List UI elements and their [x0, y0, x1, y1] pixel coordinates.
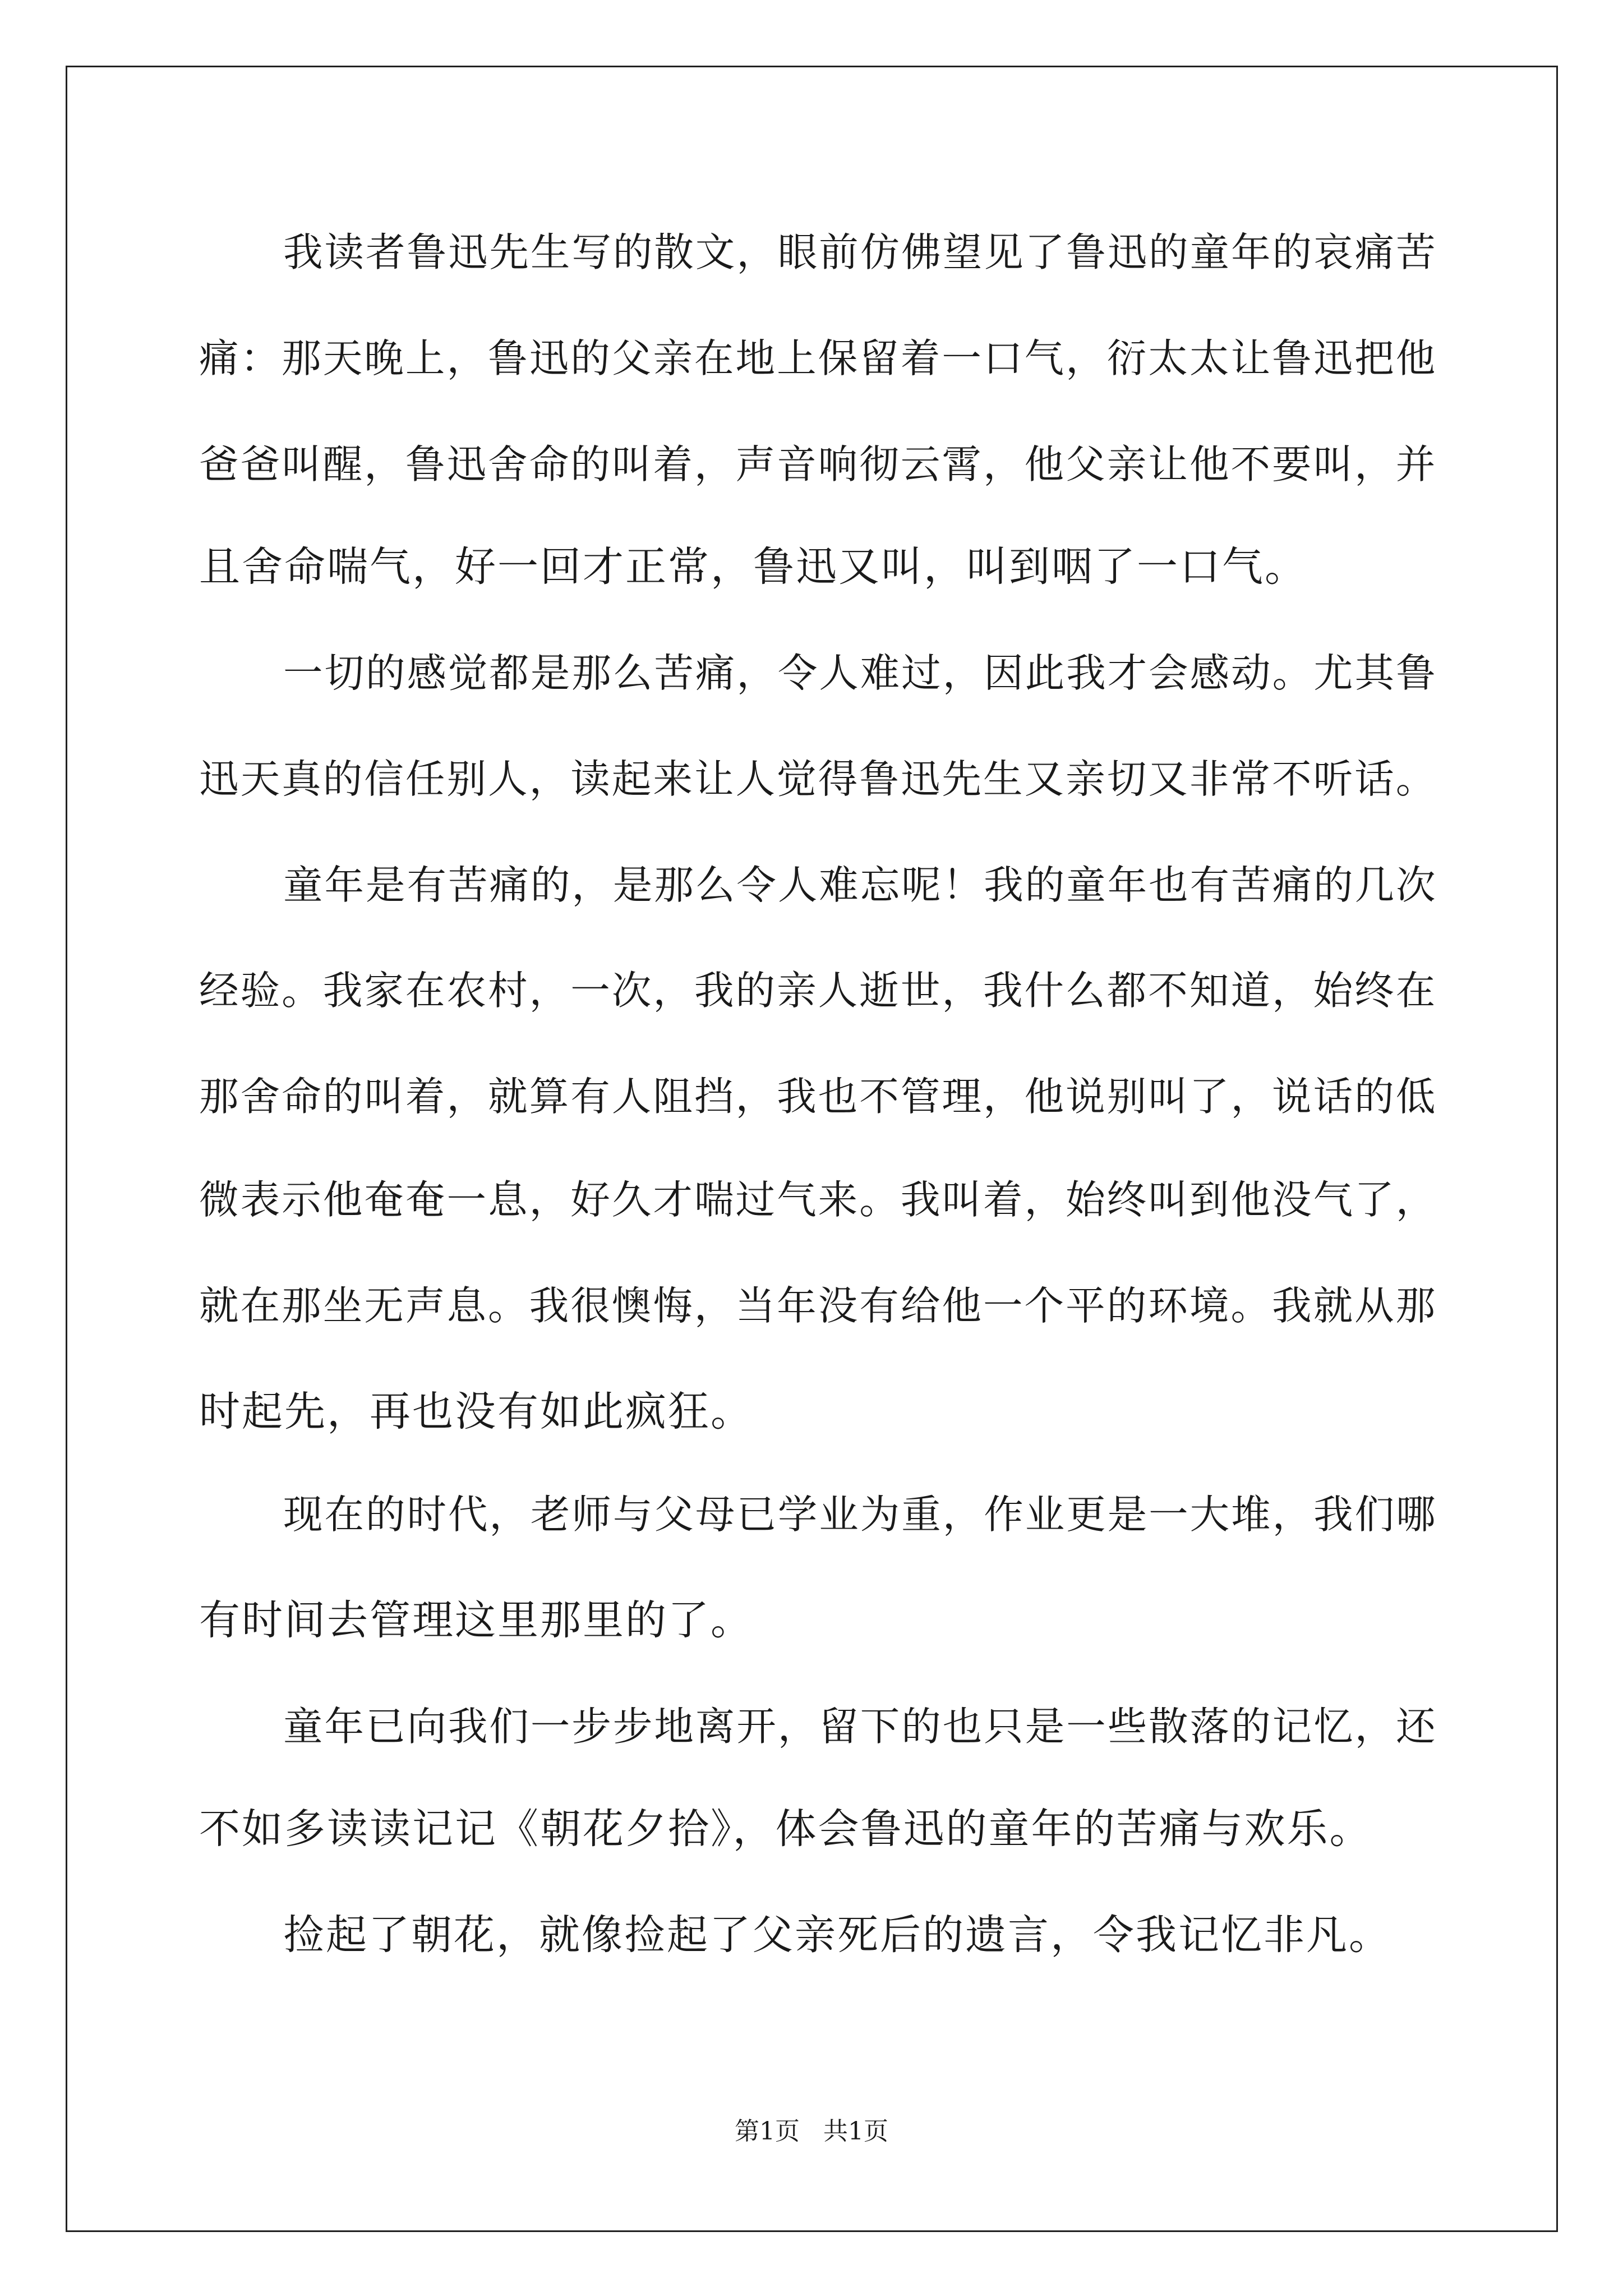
paragraph-6-line-1: 捡起了朝花，就像捡起了父亲死后的遗言，令我记忆非凡。: [283, 1911, 1391, 1959]
paragraph-1-line-1: 我读者鲁迅先生写的散文，眼前仿佛望见了鲁迅的童年的哀痛苦: [283, 229, 1437, 275]
page-number: 第1页: [735, 2117, 800, 2146]
paragraph-2-line-1: 一切的感觉都是那么苦痛，令人难过，因此我才会感动。尤其鲁: [283, 650, 1437, 696]
paragraph-3-line-2: 经验。我家在农村，一次，我的亲人逝世，我什么都不知道，始终在: [199, 967, 1437, 1014]
paragraph-4-line-1: 现在的时代，老师与父母已学业为重，作业更是一大堆，我们哪: [283, 1492, 1437, 1538]
paragraph-3-line-5: 就在那坐无声息。我很懊悔，当年没有给他一个平的环境。我就从那: [199, 1282, 1437, 1329]
paragraph-5-line-2: 不如多读读记记《朝花夕拾》，体会鲁迅的童年的苦痛与欢乐。: [199, 1805, 1372, 1853]
paragraph-1-line-2: 痛：那天晚上，鲁迅的父亲在地上保留着一口气，衍太太让鲁迅把他: [199, 335, 1437, 381]
paragraph-1-line-3: 爸爸叫醒，鲁迅舍命的叫着，声音响彻云霄，他父亲让他不要叫，并: [199, 441, 1437, 487]
paragraph-4-line-2: 有时间去管理这里那里的了。: [199, 1596, 753, 1644]
paragraph-3-line-1: 童年是有苦痛的，是那么令人难忘呢！我的童年也有苦痛的几次: [283, 862, 1437, 908]
page-total: 共1页: [823, 2117, 888, 2146]
paragraph-3-line-6: 时起先，再也没有如此疯狂。: [199, 1388, 753, 1435]
page-footer: [0, 2115, 1623, 2148]
paragraph-3-line-3: 那舍命的叫着，就算有人阻挡，我也不管理，他说别叫了，说话的低: [199, 1073, 1437, 1120]
paragraph-3-line-4: 微表示他奄奄一息，好久才喘过气来。我叫着，始终叫到他没气了，: [199, 1176, 1437, 1223]
paragraph-5-line-1: 童年已向我们一步步地离开，留下的也只是一些散落的记忆，还: [283, 1704, 1437, 1750]
paragraph-1-line-4: 且舍命喘气，好一回才正常，鲁迅又叫，叫到咽了一口气。: [199, 543, 1307, 591]
paragraph-2-line-2: 迅天真的信任别人，读起来让人觉得鲁迅先生又亲切又非常不听话。: [199, 756, 1437, 802]
